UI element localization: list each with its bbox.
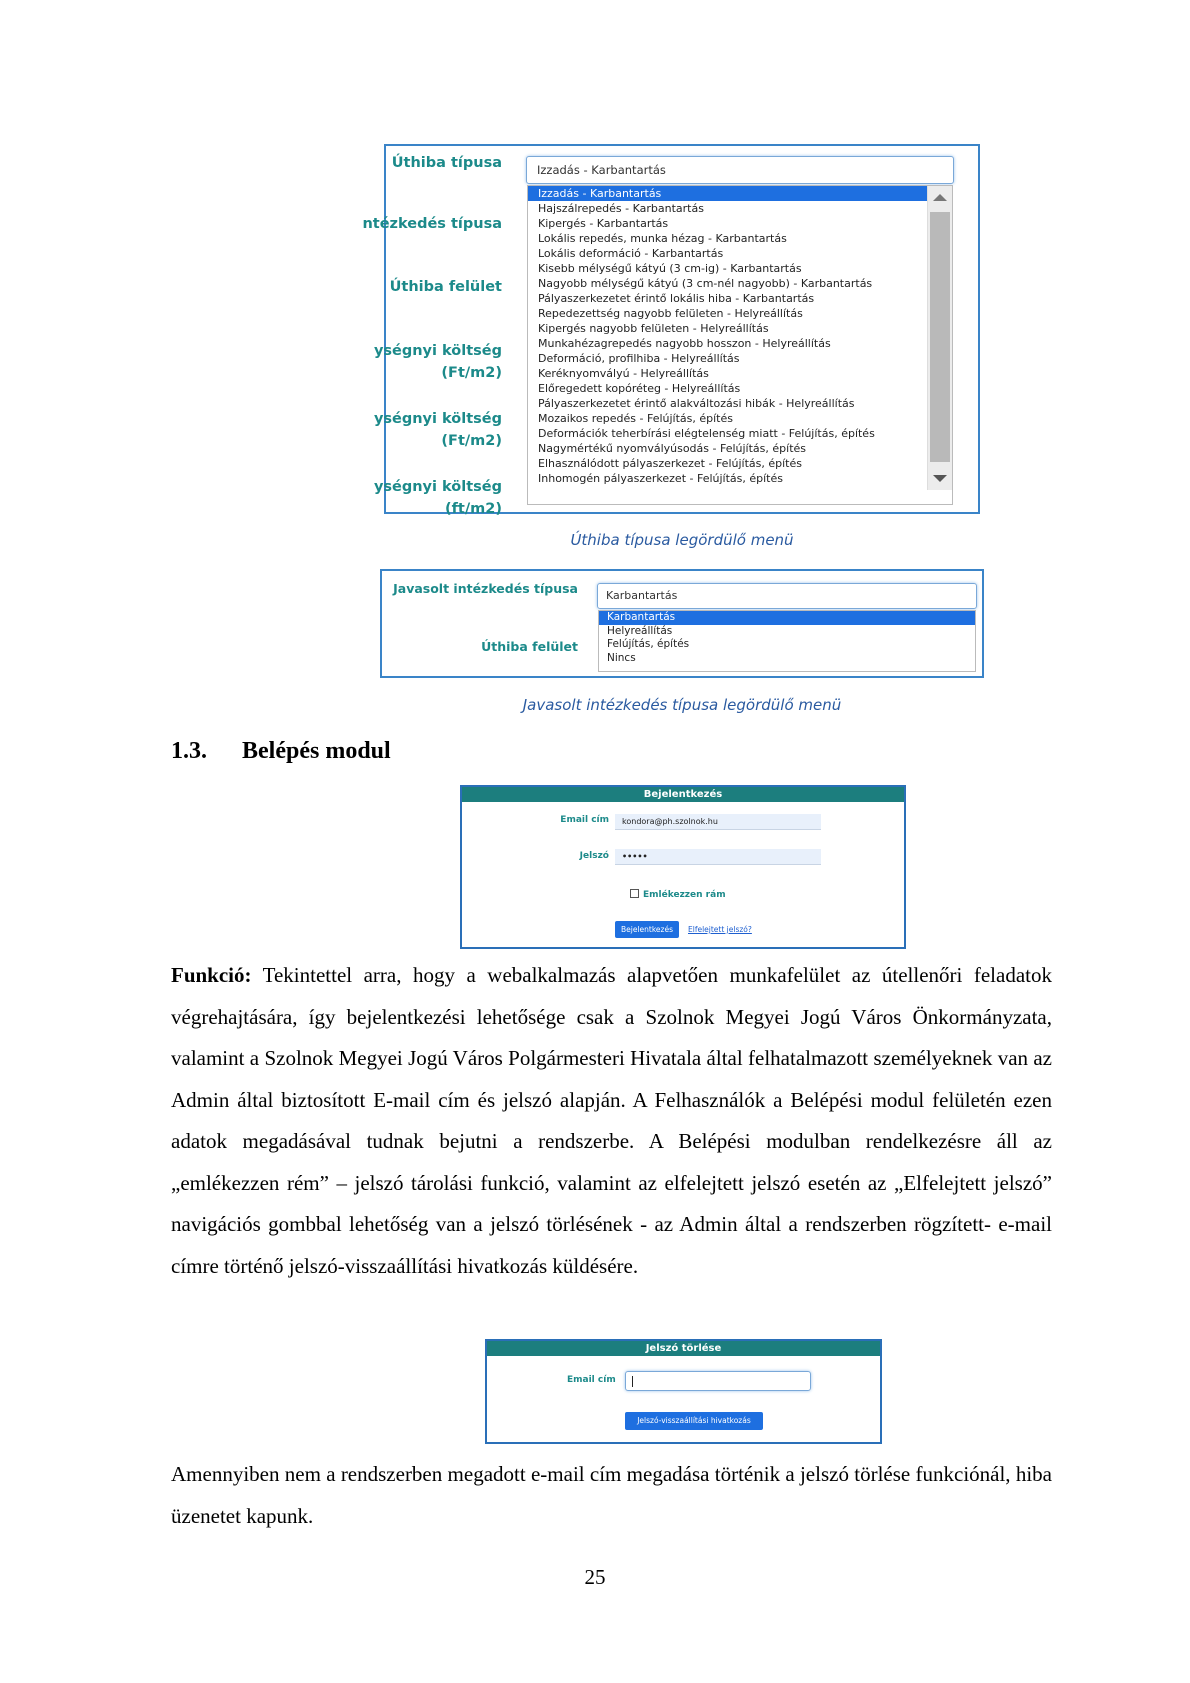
login-button[interactable]: Bejelentkezés [615,921,679,938]
dropdown-option[interactable]: Nincs [607,651,636,664]
dropdown-option[interactable]: Munkahézagrepedés nagyobb hosszon - Helyreállítás [538,337,831,350]
dropdown-option[interactable]: Helyreállítás [607,624,673,637]
uthiba-felulet-label: Úthiba felület [481,639,578,654]
paragraph-body: Tekintettel arra, hogy a webalkalmazás alapvetően munkafelület az útellenőri feladatok végrehajtására, így bejelentkezési lehetősége csak a Szolnok Megyei Jogú Város Önkormányzata, valamint a Szolnok Megyei Jogú Város Polgármesteri Hivatala által felhatalmazott személyeknek van az Admin által biztosított E-mail cím és jelszó alapján. A Felhasználók a Belépési modul felületén ezen adatok megadásával tudnak bejutni a rendszerbe. A Belépési modulban rendelkezésre áll az „emlékezzen rém” – jelszó tárolási funkció, valamint az elfelejtett jelszó esetén az „Elfelejtett jelszó” navigációs gombbal lehetőség van a jelszó törlésének - az Admin által a rendszerben rögzített- e-mail címre történő jelszó-visszaállítási hivatkozás küldésére. [171,963,1052,1278]
dropdown-option[interactable]: Repedezettség nagyobb felületen - Helyreállítás [538,307,803,320]
dropdown-option[interactable]: Mozaikos repedés - Felújítás, építés [538,412,733,425]
dropdown-option[interactable]: Lokális repedés, munka hézag - Karbantartás [538,232,787,245]
javasolt-intezkedes-label: Javasolt intézkedés típusa [393,581,578,596]
dropdown-option[interactable]: Deformációk teherbírási elégtelenség miatt - Felújítás, építés [538,427,875,440]
checkbox-icon[interactable] [630,889,639,898]
option-list [528,186,928,486]
dropdown-option[interactable]: Izzadás - Karbantartás [528,186,928,201]
error-paragraph: Amennyiben nem a rendszerben megadott e-mail cím megadása történik a jelszó törlése funkciónál, hiba üzenetet kapunk. [171,1462,1052,1528]
uthiba-tipusa-options [527,185,953,505]
dropdown-option[interactable]: Karbantartás [599,611,975,625]
dropdown-scrollbar[interactable] [927,186,952,490]
dropdown-option[interactable]: Pályaszerkezetet érintő alakváltozási hibák - Helyreállítás [538,397,855,410]
unit-cost-label-1: ységnyi költség [373,343,502,359]
email-field[interactable]: kondora@ph.szolnok.hu [615,814,821,830]
section-number: 1.3. [171,738,207,764]
unit-cost-unit-3: (ft/m2) [445,501,502,517]
dropdown-option[interactable]: Kipergés - Karbantartás [538,217,669,230]
reset-email-field[interactable] [625,1371,811,1391]
scrollbar-thumb[interactable] [930,212,950,462]
uthiba-tipusa-select[interactable]: Izzadás - Karbantartás [526,156,954,184]
unit-cost-unit-2: (Ft/m2) [441,433,502,449]
dropdown-option[interactable]: Deformáció, profilhiba - Helyreállítás [538,352,740,365]
reset-title: Jelszó törlése [487,1341,880,1356]
dropdown-option[interactable]: Felújítás, építés [607,638,690,650]
password-field[interactable]: ••••• [615,849,821,865]
figure1-caption: Úthiba típusa legördülő menü [570,531,794,549]
function-paragraph [171,955,1052,1287]
text-cursor [632,1376,633,1387]
login-screenshot [460,785,906,949]
javasolt-intezkedes-options [598,610,976,672]
dropdown-option[interactable]: Előregedett kopóréteg - Helyreállítás [538,382,741,395]
dropdown-option[interactable]: Keréknyomvályú - Helyreállítás [538,367,709,380]
javasolt-intezkedes-screenshot [380,569,984,678]
dropdown-option[interactable]: Nagymértékű nyomvályúsodás - Felújítás, építés [538,442,807,455]
remember-me[interactable] [630,889,726,900]
login-title: Bejelentkezés [462,787,904,802]
dropdown-option[interactable]: Inhomogén pályaszerkezet - Felújítás, építés [538,472,783,485]
paragraph-lead: Funkció: [171,963,252,987]
dropdown-option[interactable]: Kipergés nagyobb felületen - Helyreállítás [538,322,769,335]
send-reset-link-button[interactable]: Jelszó-visszaállítási hivatkozás küldése [625,1412,763,1430]
unit-cost-label-2: ységnyi költség [373,411,502,427]
intezkedes-tipusa-label: ntézkedés típusa [362,216,502,232]
dropdown-option[interactable]: Kisebb mélységű kátyú (3 cm-ig) - Karbantartás [538,262,802,275]
section-title: Belépés modul [242,738,391,764]
dropdown-option[interactable]: Elhasználódott pályaszerkezet - Felújítás, építés [538,457,802,470]
password-reset-screenshot [485,1339,882,1444]
password-label: Jelszó [579,851,609,861]
uthiba-tipusa-screenshot [362,144,980,517]
section-heading [171,738,391,765]
dropdown-option[interactable]: Pályaszerkezetet érintő lokális hiba - Karbantartás [538,292,815,305]
uthiba-tipusa-label: Úthiba típusa [391,155,502,171]
javasolt-intezkedes-select[interactable]: Karbantartás [597,583,977,609]
dropdown-option[interactable]: Hajszálrepedés - Karbantartás [538,202,704,215]
figure2-caption: Javasolt intézkedés típusa legördülő menü [522,696,842,714]
forgot-password-link[interactable]: Elfelejtett jelszó? [688,925,752,934]
page-number: 25 [584,1565,606,1589]
uthiba-felulet-label: Úthiba felület [389,279,502,295]
unit-cost-label-3: ységnyi költség [373,479,502,495]
remember-label: Emlékezzen rám [643,890,726,900]
dropdown-option[interactable]: Nagyobb mélységű kátyú (3 cm-nél nagyobb) - Karbantartás [538,277,873,290]
scroll-up-icon[interactable] [933,194,947,201]
scroll-down-icon[interactable] [933,475,947,482]
email-label: Email cím [560,815,609,825]
unit-cost-unit-1: (Ft/m2) [441,365,502,381]
dropdown-option[interactable]: Lokális deformáció - Karbantartás [538,247,724,260]
reset-email-label: Email cím [567,1375,616,1385]
